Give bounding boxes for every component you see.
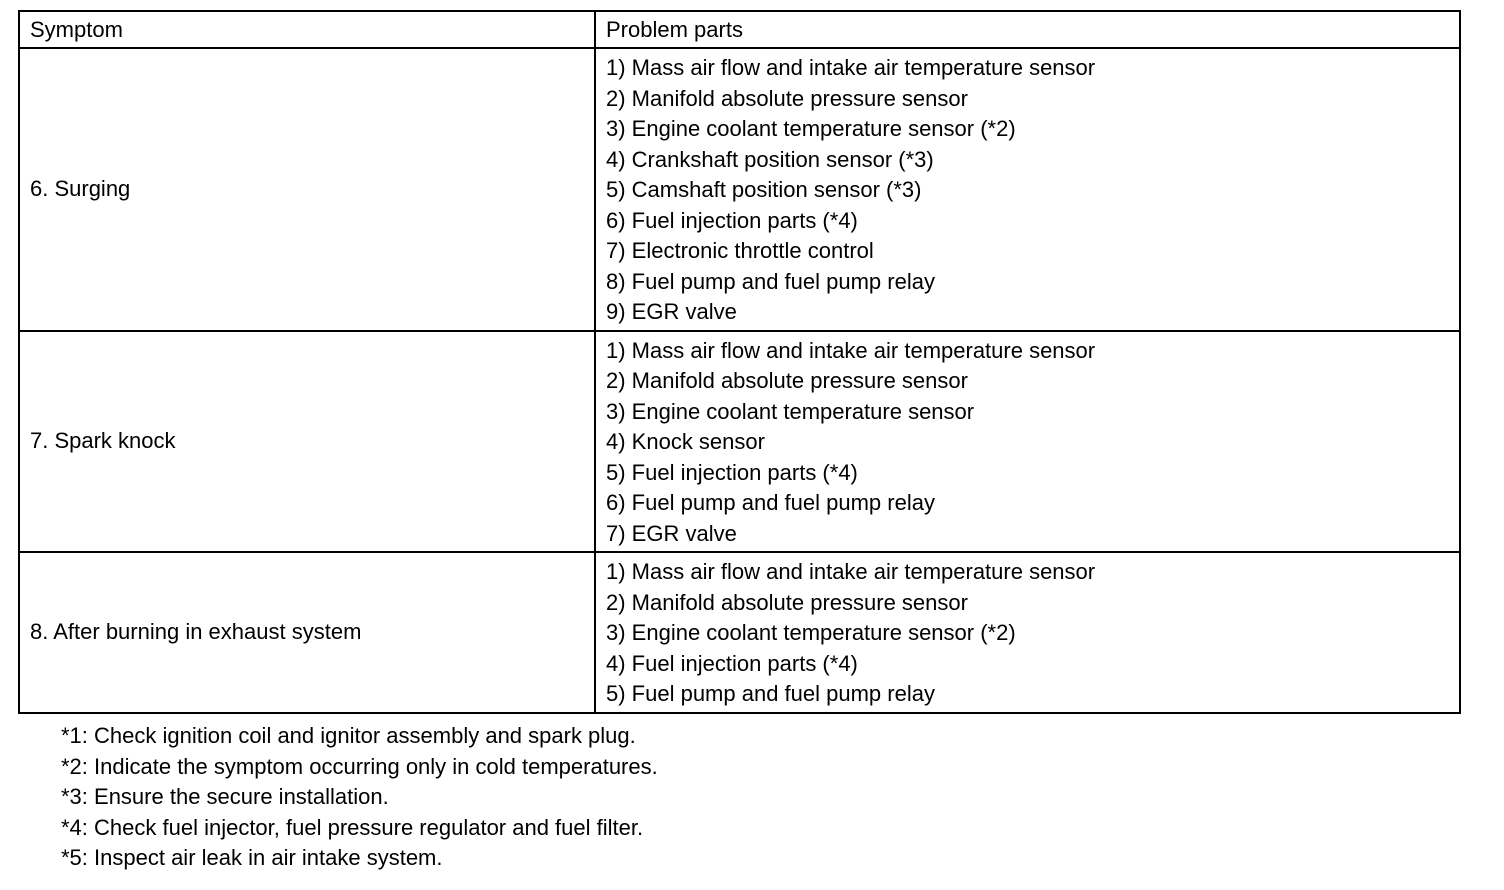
part-item: 2) Manifold absolute pressure sensor xyxy=(606,368,968,393)
parts-cell xyxy=(595,48,1460,331)
part-item: 6) Fuel injection parts (*4) xyxy=(606,207,858,233)
part-item: 4) Knock sensor xyxy=(606,429,765,454)
symptom-cell: 7. Spark knock xyxy=(19,331,595,553)
part-item: 6) Fuel pump and fuel pump relay xyxy=(606,490,935,515)
footnote: *3: Ensure the secure installation. xyxy=(61,784,389,809)
part-item: 3) Engine coolant temperature sensor (*2) xyxy=(606,620,1016,645)
symptom-cell: 6. Surging xyxy=(19,48,595,331)
part-item: 5) Fuel injection parts (*4) xyxy=(606,459,858,485)
symptom-cell: 8. After burning in exhaust system xyxy=(19,552,595,713)
symptom-table xyxy=(18,10,1461,714)
table-row xyxy=(19,552,1460,713)
part-item: 2) Manifold absolute pressure sensor xyxy=(606,85,968,111)
table-row xyxy=(19,48,1460,331)
table-header-row xyxy=(19,11,1460,48)
part-item: 7) Electronic throttle control xyxy=(606,238,874,263)
footnote: *4: Check fuel injector, fuel pressure regulator and fuel filter. xyxy=(61,814,644,840)
footnote: *5: Inspect air leak in air intake system. xyxy=(61,845,443,870)
header-problem-parts: Problem parts xyxy=(595,11,1460,48)
header-symptom: Symptom xyxy=(19,11,595,48)
part-item: 9) EGR valve xyxy=(606,299,737,324)
part-item: 5) Fuel pump and fuel pump relay xyxy=(606,681,935,706)
part-item: 1) Mass air flow and intake air temperature sensor xyxy=(606,559,1096,584)
part-item: 8) Fuel pump and fuel pump relay xyxy=(606,268,935,294)
table-row xyxy=(19,331,1460,553)
part-item: 7) EGR valve xyxy=(606,520,737,546)
footnotes xyxy=(61,721,658,874)
parts-cell xyxy=(595,331,1460,553)
part-item: 4) Fuel injection parts (*4) xyxy=(606,650,858,676)
part-item: 4) Crankshaft position sensor (*3) xyxy=(606,146,934,172)
part-item: 1) Mass air flow and intake air temperature sensor xyxy=(606,55,1096,80)
footnote: *2: Indicate the symptom occurring only in cold temperatures. xyxy=(61,753,658,779)
footnote: *1: Check ignition coil and ignitor assembly and spark plug. xyxy=(61,723,636,748)
part-item: 3) Engine coolant temperature sensor (*2) xyxy=(606,116,1016,141)
part-item: 3) Engine coolant temperature sensor xyxy=(606,398,975,424)
part-item: 2) Manifold absolute pressure sensor xyxy=(606,589,968,615)
part-item: 1) Mass air flow and intake air temperature sensor xyxy=(606,337,1096,363)
part-item: 5) Camshaft position sensor (*3) xyxy=(606,177,922,202)
parts-cell xyxy=(595,552,1460,713)
